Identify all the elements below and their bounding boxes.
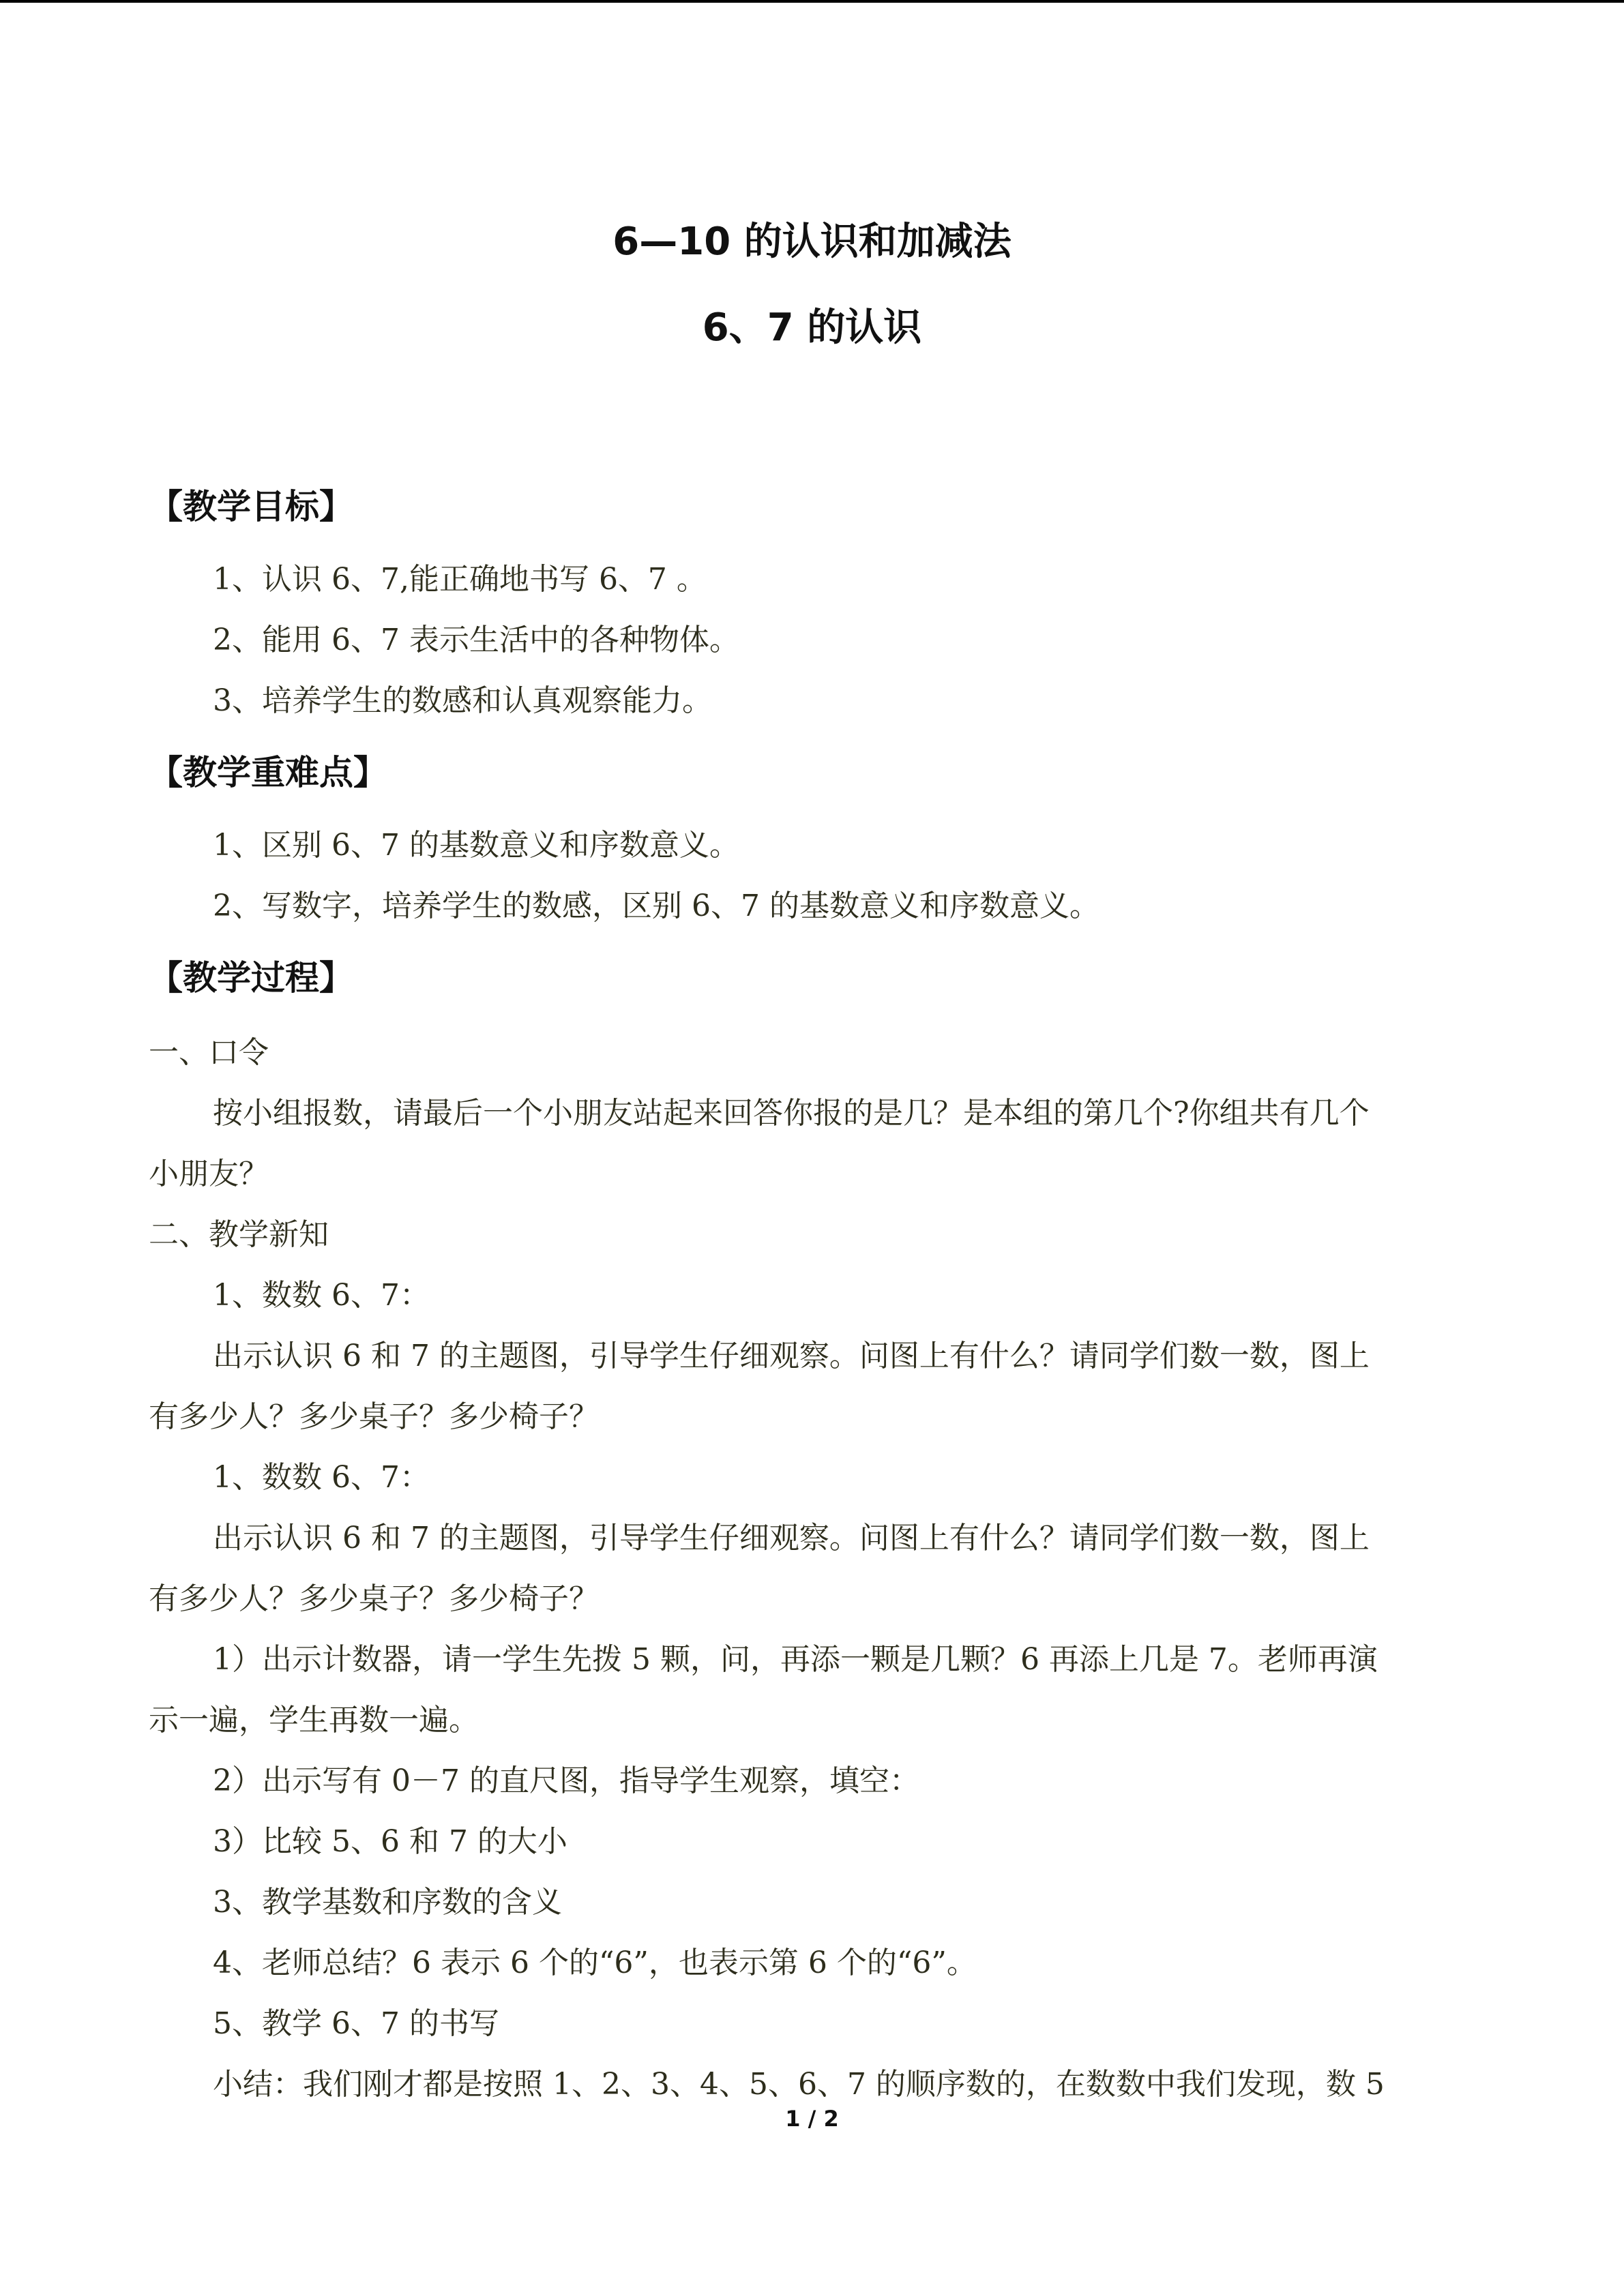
keypoint-item: 2、写数字，培养学生的数感，区别 6、7 的基数意义和序数意义。 bbox=[213, 889, 1099, 923]
process-line: 2）出示写有 0－7 的直尺图，指导学生观察，填空： bbox=[213, 1763, 919, 1798]
goal-item: 2、能用 6、7 表示生活中的各种物体。 bbox=[213, 623, 739, 657]
page-number: 1 / 2 bbox=[785, 2106, 839, 2132]
process-line: 3）比较 5、6 和 7 的大小 bbox=[213, 1824, 567, 1859]
process-line: 按小组报数，请最后一个小朋友站起来回答你报的是几？是本组的第几个?你组共有几个 bbox=[213, 1096, 1370, 1131]
goal-item: 1、认识 6、7,能正确地书写 6、7 。 bbox=[213, 562, 707, 597]
page-top-border bbox=[0, 0, 1624, 3]
process-line: 5、教学 6、7 的书写 bbox=[213, 2006, 499, 2041]
process-line: 3、教学基数和序数的含义 bbox=[213, 1885, 562, 1920]
keypoint-item: 1、区别 6、7 的基数意义和序数意义。 bbox=[213, 828, 739, 863]
process-line: 一、口令 bbox=[149, 1035, 269, 1070]
process-line: 1、数数 6、7： bbox=[213, 1460, 430, 1495]
goal-item: 3、培养学生的数感和认真观察能力。 bbox=[213, 683, 712, 718]
process-line: 小朋友？ bbox=[149, 1157, 269, 1191]
process-line: 二、教学新知 bbox=[149, 1217, 329, 1252]
process-line: 有多少人？多少桌子？多少椅子？ bbox=[149, 1581, 599, 1616]
process-line: 1）出示计数器，请一学生先拨 5 颗，问，再添一颗是几颗？6 再添上几是 7。老师再演 bbox=[213, 1642, 1378, 1677]
document-title: 6—10 的认识和加减法 bbox=[612, 220, 1012, 264]
process-line: 示一遍，学生再数一遍。 bbox=[149, 1703, 479, 1738]
section-heading-goals: 【教学目标】 bbox=[149, 487, 353, 526]
process-line: 有多少人？多少桌子？多少椅子？ bbox=[149, 1399, 599, 1434]
section-heading-keypoints: 【教学重难点】 bbox=[149, 753, 387, 792]
process-line: 1、数数 6、7： bbox=[213, 1278, 430, 1313]
section-heading-process: 【教学过程】 bbox=[149, 958, 353, 998]
document-subtitle: 6、7 的认识 bbox=[702, 305, 922, 350]
process-line: 出示认识 6 和 7 的主题图，引导学生仔细观察。问图上有什么？请同学们数一数，图上 bbox=[213, 1521, 1370, 1555]
process-line: 出示认识 6 和 7 的主题图，引导学生仔细观察。问图上有什么？请同学们数一数，图上 bbox=[213, 1339, 1370, 1373]
process-line: 小结：我们刚才都是按照 1、2、3、4、5、6、7 的顺序数的，在数数中我们发现，数 5 bbox=[213, 2067, 1385, 2102]
process-line: 4、老师总结？6 表示 6 个的“6”，也表示第 6 个的“6”。 bbox=[213, 1945, 977, 1980]
